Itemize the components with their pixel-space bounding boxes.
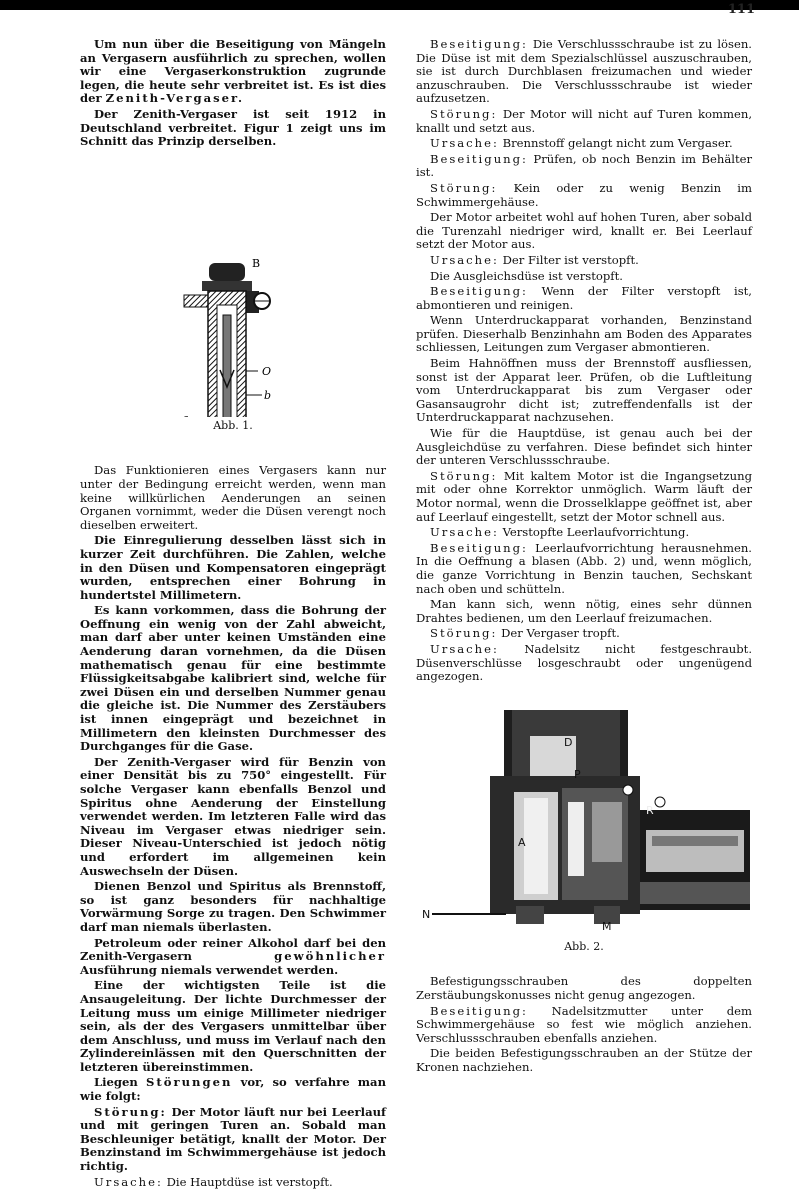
left-paragraph-1: Das Funktionieren eines Vergasers kann nur unter der Bedingung erreicht werden, wenn man keine willkürlichen Aenderungen an seinen Organen vornimmt, weder die Düsen verengt noch dieselben erweitert. bbox=[80, 463, 386, 532]
intro-paragraph: Um nun über die Beseitigung von Mängeln an Vergasern ausführlich zu sprechen, wollen wir eine Vergaserkonstruktion zugrunde legen, die heute sehr verbreitet ist. Es ist dies der Zenith-Vergaser. bbox=[80, 37, 386, 106]
left-paragraph-5: Dienen Benzol und Spiritus als Brennstoff, so ist ganz besonders für nachhaltige Vorwärmung Sorge zu tragen. Den Schwimmer darf man niemals überlasten. bbox=[80, 879, 386, 934]
fig2-label-m: M bbox=[602, 919, 612, 933]
fig1-label-b-upper: B bbox=[252, 256, 261, 270]
fig2-label-n: N bbox=[422, 907, 431, 921]
page-number: 111 bbox=[727, 2, 755, 17]
left-paragraph-2: Die Einregulierung desselben lässt sich in kurzer Zeit durchführen. Die Zahlen, welche in den Düsen und Kompensatoren eingeprägt wurden, entsprechen einer Bohrung in hundertstel Millimetern. bbox=[80, 533, 386, 602]
left-paragraph-8: Liegen Störungen vor, so verfahre man wie folgt: bbox=[80, 1075, 386, 1104]
right-paragraph-13: Störung: Mit kaltem Motor ist die Ingangsetzung mit oder ohne Korrektor unmöglich. Warm läuft der Motor normal, wenn die Drosselklappe geöffnet ist, aber auf Leerlauf eingestellt, setzt der Motor schnell aus. bbox=[416, 468, 752, 524]
right-paragraph-10: Wenn Unterdruckapparat vorhanden, Benzinstand prüfen. Dieserhalb Benzinhahn am Boden des Apparates schliessen, Leitungen zum Vergaser abmontieren. bbox=[416, 313, 752, 355]
right-paragraph-5: Störung: Kein oder zu wenig Benzin im Schwimmergehäuse. bbox=[416, 180, 753, 209]
right-paragraph-17: Störung: Der Vergaser tropft. bbox=[430, 626, 620, 641]
right-paragraph-9: Beseitigung: Wenn der Filter verstopft ist, abmontieren und reinigen. bbox=[416, 284, 752, 312]
right-paragraph-2: Störung: Der Motor will nicht auf Turen kommen, knallt und setzt aus. bbox=[416, 106, 753, 135]
zenith-term: Zenith-Vergaser. bbox=[105, 91, 245, 106]
left-paragraph-6: Petroleum oder reiner Alkohol darf bei den Zenith-Vergasern gewöhnlicher Ausführung niemals verwendet werden. bbox=[80, 935, 386, 977]
right-paragraph-15: Beseitigung: Leerlaufvorrichtung herausnehmen. In die Oeffnung a blasen (Abb. 2) und, wenn möglich, die ganze Vorrichtung in Benzin tauchen, Sechskant nach oben und schütteln. bbox=[416, 540, 752, 596]
right-paragraph-11: Beim Hahnöffnen muss der Brennstoff ausfliessen, sonst ist der Apparat leer. Prüfen, ob die Luftleitung vom Unterdruckapparat bis zum Vergaser oder Gasansaugrohr dicht ist; zutreffendenfalls ist der Unterdruckapparat nachzusehen. bbox=[416, 356, 752, 425]
right-paragraph-21: Die beiden Befestigungsschrauben an der Stütze der Kronen nachziehen. bbox=[416, 1046, 752, 1074]
fig2-label-r: R bbox=[646, 803, 654, 817]
right-column bbox=[416, 38, 752, 1076]
right-paragraph-16: Man kann sich, wenn nötig, eines sehr dünnen Drahtes bedienen, um den Leerlauf freizumachen. bbox=[416, 597, 752, 625]
fig2-label-d: D bbox=[564, 735, 573, 749]
figure-2-caption: Abb. 2. bbox=[564, 939, 604, 953]
left-paragraph-9: Störung: Der Motor läuft nur bei Leerlauf und mit geringen Turen an. Sobald man Beschleuniger betätigt, knallt der Motor. Der Benzinstand im Schwimmergehäuse ist jedoch richtig. bbox=[80, 1104, 386, 1174]
figure-2-carburetor-photo bbox=[416, 706, 752, 938]
left-paragraph-3: Es kann vorkommen, dass die Bohrung der Oeffnung ein wenig von der Zahl abweicht, man darf aber unter keinen Umständen eine Aenderung daran vornehmen, da die Düsen mathematisch genau für eine bestimmte Flüssigkeitsabgabe kalibriert sind, welche für zwei Düsen ein und derselben Nummer genau die gleiche ist. Die Nummer des Zerstäubers ist innen eingeprägt und bezeichnet in Millimetern den kleinsten Durchmesser des Durchganges für die Gase. bbox=[80, 603, 386, 754]
fig1-label-a bbox=[182, 412, 189, 417]
right-paragraph-4: Beseitigung: Prüfen, ob noch Benzin im Behälter ist. bbox=[416, 151, 753, 180]
right-paragraph-18: Ursache: Nadelsitz nicht festgeschraubt. Düsenverschlüsse losgeschraubt oder ungenügend angezogen. bbox=[416, 641, 753, 684]
history-paragraph: Der Zenith-Vergaser ist seit 1912 in Deutschland verbreitet. Figur 1 zeigt uns im Schnitt das Prinzip derselben. bbox=[80, 106, 386, 149]
top-edge-bar bbox=[0, 0, 799, 10]
figure-1 bbox=[80, 155, 386, 433]
left-paragraph-4: Der Zenith-Vergaser wird für Benzin von einer Densität bis zu 750° eingestellt. Für solche Vergaser kann ebenfalls Benzol und Spiritus ohne Aenderung der Einstellung verwendet werden. Im letzteren Falle wird das Niveau im Vergaser etwas niedriger sein. Dieser Niveau-Unterschied ist jedoch nötig und erfordert im allgemeinen kein Auswechseln der Düsen. bbox=[80, 754, 386, 878]
figure-1-caption: Abb. 1. bbox=[213, 418, 253, 432]
right-paragraph-19: Befestigungsschrauben des doppelten Zerstäubungskonusses nicht genug angezogen. bbox=[416, 974, 752, 1002]
right-paragraph-7: Ursache: Der Filter ist verstopft. bbox=[430, 252, 639, 267]
fig2-label-p: P bbox=[574, 767, 581, 781]
left-paragraph-7: Eine der wichtigsten Teile ist die Ansaugeleitung. Der lichte Durchmesser der Leitung muss um einige Millimeter niedriger sein, als der des Vergasers unmittelbar über dem Anschluss, und muss im Verlauf nach den Zylindereinlässen mit den Querschnitten der letzteren übereinstimmen. bbox=[80, 978, 386, 1074]
figure-1-section-drawing bbox=[80, 155, 386, 417]
right-paragraph-12: Wie für die Hauptdüse, ist genau auch bei der Ausgleichdüse zu verfahren. Diese befindet sich hinter der unteren Verschlussschraube. bbox=[416, 426, 752, 468]
right-paragraph-1: Beseitigung: Die Verschlussschraube ist zu lösen. Die Düse ist mit dem Spezialschlüssel auszuschrauben, sie ist durch Durchblasen freizumachen und wieder anzuschrauben. Die Verschlussschraube ist wieder aufzusetzen. bbox=[416, 37, 752, 106]
right-paragraph-3: Ursache: Brennstoff gelangt nicht zum Vergaser. bbox=[430, 136, 733, 151]
fig1-label-b: b bbox=[264, 388, 272, 402]
right-paragraph-8: Die Ausgleichsdüse ist verstopft. bbox=[430, 268, 623, 283]
figure-2 bbox=[416, 706, 752, 954]
right-paragraph-20: Beseitigung: Nadelsitzmutter unter dem Schwimmergehäuse so fest wie möglich anziehen. Verschlussschrauben ebenfalls anziehen. bbox=[416, 1003, 752, 1045]
right-paragraph-6: Der Motor arbeitet wohl auf hohen Turen, aber sobald die Turenzahl niedriger wird, knallt er. Bei Leerlauf setzt der Motor aus. bbox=[416, 210, 752, 252]
right-paragraph-14: Ursache: Verstopfte Leerlaufvorrichtung. bbox=[430, 525, 690, 540]
fig1-label-o: O bbox=[262, 364, 272, 378]
left-paragraph-10: Ursache: Die Hauptdüse ist verstopft. bbox=[94, 1174, 333, 1189]
fig2-label-a: A bbox=[518, 835, 526, 849]
left-column bbox=[80, 38, 386, 1191]
